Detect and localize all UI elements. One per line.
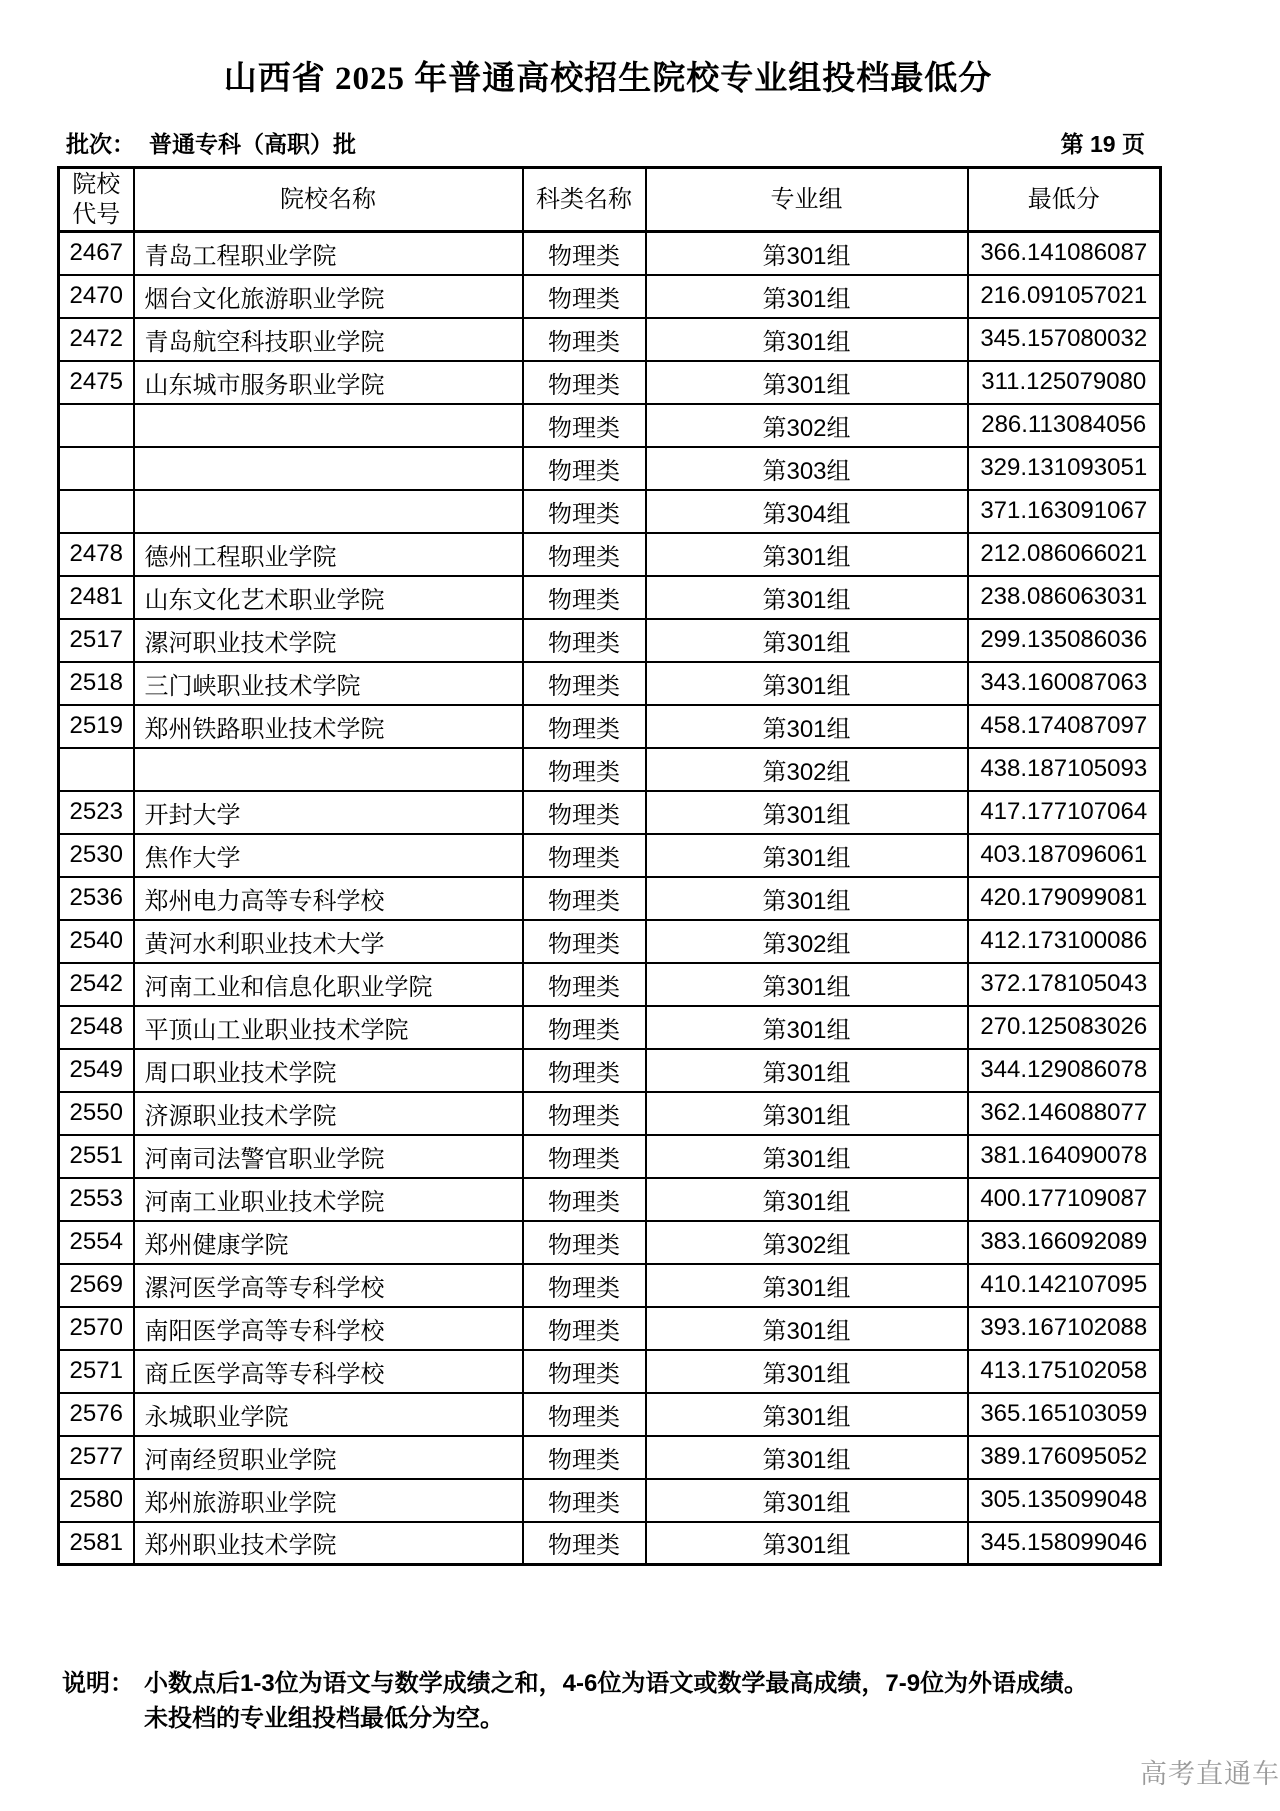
cell-major-group: 第301组	[646, 877, 968, 920]
cell-min-score: 403.187096061	[968, 834, 1161, 877]
cell-college-name	[134, 404, 523, 447]
cell-college-code: 2554	[59, 1221, 134, 1264]
table-row	[59, 1006, 1161, 1049]
table-row	[59, 1221, 1161, 1264]
cell-college-name: 开封大学	[134, 791, 523, 834]
col-header-min-score: 最低分	[968, 168, 1161, 232]
table-row	[59, 275, 1161, 318]
table-row	[59, 791, 1161, 834]
cell-major-group: 第304组	[646, 490, 968, 533]
table-row	[59, 232, 1161, 275]
cell-major-group: 第301组	[646, 1049, 968, 1092]
cell-college-code: 2549	[59, 1049, 134, 1092]
col-header-college-name: 院校名称	[134, 168, 523, 232]
table-row	[59, 533, 1161, 576]
cell-major-group: 第301组	[646, 318, 968, 361]
cell-major-group: 第301组	[646, 275, 968, 318]
cell-college-code: 2569	[59, 1264, 134, 1307]
cell-college-code: 2519	[59, 705, 134, 748]
cell-major-group: 第301组	[646, 1092, 968, 1135]
cell-college-name: 郑州旅游职业学院	[134, 1479, 523, 1522]
cell-subject-category: 物理类	[523, 1393, 646, 1436]
batch-label: 批次：	[66, 131, 135, 157]
cell-subject-category: 物理类	[523, 791, 646, 834]
cell-college-name: 河南工业职业技术学院	[134, 1178, 523, 1221]
cell-major-group: 第302组	[646, 920, 968, 963]
cell-college-code: 2542	[59, 963, 134, 1006]
cell-college-name: 河南工业和信息化职业学院	[134, 963, 523, 1006]
cell-min-score: 413.175102058	[968, 1350, 1161, 1393]
cell-min-score: 305.135099048	[968, 1479, 1161, 1522]
cell-subject-category: 物理类	[523, 232, 646, 275]
table-row	[59, 1092, 1161, 1135]
col-header-major-group: 专业组	[646, 168, 968, 232]
cell-subject-category: 物理类	[523, 318, 646, 361]
cell-subject-category: 物理类	[523, 1479, 646, 1522]
cell-college-name: 商丘医学高等专科学校	[134, 1350, 523, 1393]
cell-college-name: 郑州铁路职业技术学院	[134, 705, 523, 748]
cell-college-code	[59, 490, 134, 533]
cell-subject-category: 物理类	[523, 1178, 646, 1221]
batch-value: 普通专科（高职）批	[149, 131, 356, 157]
table-row	[59, 662, 1161, 705]
batch-line	[66, 126, 356, 159]
cell-college-code	[59, 748, 134, 791]
cell-college-code: 2517	[59, 619, 134, 662]
cell-college-code: 2577	[59, 1436, 134, 1479]
cell-college-code: 2536	[59, 877, 134, 920]
table-row	[59, 318, 1161, 361]
col-header-college-code	[59, 168, 134, 232]
table-row	[59, 1479, 1161, 1522]
cell-college-code: 2481	[59, 576, 134, 619]
cell-subject-category: 物理类	[523, 662, 646, 705]
cell-college-name: 周口职业技术学院	[134, 1049, 523, 1092]
cell-major-group: 第301组	[646, 1264, 968, 1307]
cell-min-score: 438.187105093	[968, 748, 1161, 791]
cell-college-code: 2540	[59, 920, 134, 963]
cell-college-code: 2478	[59, 533, 134, 576]
cell-min-score: 311.125079080	[968, 361, 1161, 404]
cell-min-score: 216.091057021	[968, 275, 1161, 318]
cell-major-group: 第301组	[646, 705, 968, 748]
cell-college-name: 永城职业学院	[134, 1393, 523, 1436]
table-row	[59, 490, 1161, 533]
cell-college-code: 2523	[59, 791, 134, 834]
table-row	[59, 404, 1161, 447]
cell-college-code: 2472	[59, 318, 134, 361]
cell-college-code: 2530	[59, 834, 134, 877]
notes-block	[62, 1666, 1172, 1736]
cell-college-name: 青岛工程职业学院	[134, 232, 523, 275]
cell-subject-category: 物理类	[523, 963, 646, 1006]
cell-major-group: 第301组	[646, 1350, 968, 1393]
watermark: 高考直通车	[1140, 1759, 1280, 1789]
cell-major-group: 第301组	[646, 533, 968, 576]
cell-subject-category: 物理类	[523, 834, 646, 877]
cell-major-group: 第301组	[646, 963, 968, 1006]
cell-college-code: 2548	[59, 1006, 134, 1049]
cell-min-score: 383.166092089	[968, 1221, 1161, 1264]
notes-line-1: 小数点后1-3位为语文与数学成绩之和，4-6位为语文或数学最高成绩，7-9位为外语成绩。	[144, 1670, 1089, 1697]
cell-min-score: 372.178105043	[968, 963, 1161, 1006]
cell-subject-category: 物理类	[523, 1049, 646, 1092]
cell-subject-category: 物理类	[523, 361, 646, 404]
cell-college-code: 2470	[59, 275, 134, 318]
cell-min-score: 343.160087063	[968, 662, 1161, 705]
cell-major-group: 第301组	[646, 1393, 968, 1436]
cell-min-score: 389.176095052	[968, 1436, 1161, 1479]
cell-college-name: 三门峡职业技术学院	[134, 662, 523, 705]
table-row	[59, 877, 1161, 920]
cell-min-score: 381.164090078	[968, 1135, 1161, 1178]
cell-college-name: 南阳医学高等专科学校	[134, 1307, 523, 1350]
meta-row	[57, 126, 1159, 159]
table-row	[59, 705, 1161, 748]
cell-college-code: 2475	[59, 361, 134, 404]
cell-college-code: 2581	[59, 1522, 134, 1565]
notes-line-2: 未投档的专业组投档最低分为空。	[144, 1705, 504, 1732]
cell-min-score: 365.165103059	[968, 1393, 1161, 1436]
col-header-college-code-line2: 代号	[72, 200, 121, 228]
cell-min-score: 420.179099081	[968, 877, 1161, 920]
cell-subject-category: 物理类	[523, 1135, 646, 1178]
cell-subject-category: 物理类	[523, 877, 646, 920]
cell-college-name: 漯河医学高等专科学校	[134, 1264, 523, 1307]
table-row	[59, 963, 1161, 1006]
cell-college-name: 郑州健康学院	[134, 1221, 523, 1264]
cell-subject-category: 物理类	[523, 490, 646, 533]
cell-college-code	[59, 447, 134, 490]
cell-subject-category: 物理类	[523, 1522, 646, 1565]
cell-subject-category: 物理类	[523, 619, 646, 662]
cell-min-score: 366.141086087	[968, 232, 1161, 275]
scores-table	[57, 166, 1162, 1566]
notes-label: 说明：	[62, 1670, 134, 1697]
cell-subject-category: 物理类	[523, 1307, 646, 1350]
cell-subject-category: 物理类	[523, 705, 646, 748]
col-header-college-code-line1: 院校	[72, 171, 121, 199]
cell-major-group: 第301组	[646, 834, 968, 877]
cell-min-score: 344.129086078	[968, 1049, 1161, 1092]
table-row	[59, 1307, 1161, 1350]
cell-min-score: 362.146088077	[968, 1092, 1161, 1135]
cell-college-code: 2550	[59, 1092, 134, 1135]
cell-subject-category: 物理类	[523, 447, 646, 490]
page-number: 第 19 页	[1060, 131, 1145, 157]
cell-major-group: 第301组	[646, 1307, 968, 1350]
cell-subject-category: 物理类	[523, 1221, 646, 1264]
cell-major-group: 第301组	[646, 232, 968, 275]
cell-college-code: 2553	[59, 1178, 134, 1221]
cell-major-group: 第301组	[646, 1522, 968, 1565]
page-title: 山西省 2025 年普通高校招生院校专业组投档最低分	[223, 61, 993, 97]
cell-college-name: 山东文化艺术职业学院	[134, 576, 523, 619]
cell-min-score: 299.135086036	[968, 619, 1161, 662]
cell-college-code	[59, 404, 134, 447]
cell-college-name	[134, 748, 523, 791]
cell-min-score: 400.177109087	[968, 1178, 1161, 1221]
cell-major-group: 第301组	[646, 1135, 968, 1178]
cell-college-name: 烟台文化旅游职业学院	[134, 275, 523, 318]
cell-min-score: 371.163091067	[968, 490, 1161, 533]
cell-major-group: 第301组	[646, 791, 968, 834]
cell-subject-category: 物理类	[523, 404, 646, 447]
cell-college-code: 2518	[59, 662, 134, 705]
cell-college-name: 平顶山工业职业技术学院	[134, 1006, 523, 1049]
table-row	[59, 920, 1161, 963]
scores-table-body	[59, 232, 1161, 1565]
cell-major-group: 第301组	[646, 1178, 968, 1221]
table-row	[59, 1049, 1161, 1092]
cell-subject-category: 物理类	[523, 1350, 646, 1393]
cell-min-score: 412.173100086	[968, 920, 1161, 963]
cell-subject-category: 物理类	[523, 1436, 646, 1479]
cell-college-name: 漯河职业技术学院	[134, 619, 523, 662]
cell-college-name: 河南司法警官职业学院	[134, 1135, 523, 1178]
table-row	[59, 1522, 1161, 1565]
table-row	[59, 1350, 1161, 1393]
cell-college-name: 济源职业技术学院	[134, 1092, 523, 1135]
cell-min-score: 329.131093051	[968, 447, 1161, 490]
cell-min-score: 238.086063031	[968, 576, 1161, 619]
table-row	[59, 361, 1161, 404]
cell-major-group: 第303组	[646, 447, 968, 490]
table-row	[59, 834, 1161, 877]
cell-college-code: 2551	[59, 1135, 134, 1178]
cell-subject-category: 物理类	[523, 1264, 646, 1307]
cell-min-score: 417.177107064	[968, 791, 1161, 834]
col-header-subject-category: 科类名称	[523, 168, 646, 232]
table-row	[59, 447, 1161, 490]
cell-college-name: 河南经贸职业学院	[134, 1436, 523, 1479]
cell-college-code: 2580	[59, 1479, 134, 1522]
cell-college-name	[134, 490, 523, 533]
cell-major-group: 第301组	[646, 619, 968, 662]
cell-major-group: 第302组	[646, 404, 968, 447]
table-row	[59, 748, 1161, 791]
cell-college-code: 2571	[59, 1350, 134, 1393]
table-row	[59, 1436, 1161, 1479]
cell-college-code: 2467	[59, 232, 134, 275]
cell-college-code: 2576	[59, 1393, 134, 1436]
cell-major-group: 第301组	[646, 662, 968, 705]
cell-min-score: 410.142107095	[968, 1264, 1161, 1307]
table-header-row	[59, 168, 1161, 232]
table-row	[59, 1393, 1161, 1436]
cell-college-name: 郑州职业技术学院	[134, 1522, 523, 1565]
cell-major-group: 第301组	[646, 1436, 968, 1479]
table-row	[59, 576, 1161, 619]
cell-major-group: 第302组	[646, 748, 968, 791]
cell-college-name	[134, 447, 523, 490]
cell-subject-category: 物理类	[523, 748, 646, 791]
cell-major-group: 第301组	[646, 1479, 968, 1522]
cell-min-score: 270.125083026	[968, 1006, 1161, 1049]
table-row	[59, 1135, 1161, 1178]
cell-subject-category: 物理类	[523, 920, 646, 963]
cell-major-group: 第301组	[646, 1006, 968, 1049]
table-row	[59, 1178, 1161, 1221]
cell-college-name: 焦作大学	[134, 834, 523, 877]
table-row	[59, 619, 1161, 662]
table-row	[59, 1264, 1161, 1307]
cell-college-name: 德州工程职业学院	[134, 533, 523, 576]
cell-major-group: 第301组	[646, 361, 968, 404]
cell-subject-category: 物理类	[523, 576, 646, 619]
cell-subject-category: 物理类	[523, 275, 646, 318]
cell-college-name: 青岛航空科技职业学院	[134, 318, 523, 361]
cell-college-name: 郑州电力高等专科学校	[134, 877, 523, 920]
cell-subject-category: 物理类	[523, 1092, 646, 1135]
cell-subject-category: 物理类	[523, 1006, 646, 1049]
cell-college-name: 黄河水利职业技术大学	[134, 920, 523, 963]
cell-min-score: 212.086066021	[968, 533, 1161, 576]
cell-major-group: 第301组	[646, 576, 968, 619]
cell-college-name: 山东城市服务职业学院	[134, 361, 523, 404]
cell-min-score: 345.158099046	[968, 1522, 1161, 1565]
cell-min-score: 286.113084056	[968, 404, 1161, 447]
cell-min-score: 458.174087097	[968, 705, 1161, 748]
notes-content	[144, 1666, 1088, 1736]
cell-college-code: 2570	[59, 1307, 134, 1350]
cell-subject-category: 物理类	[523, 533, 646, 576]
cell-min-score: 393.167102088	[968, 1307, 1161, 1350]
cell-min-score: 345.157080032	[968, 318, 1161, 361]
cell-major-group: 第302组	[646, 1221, 968, 1264]
